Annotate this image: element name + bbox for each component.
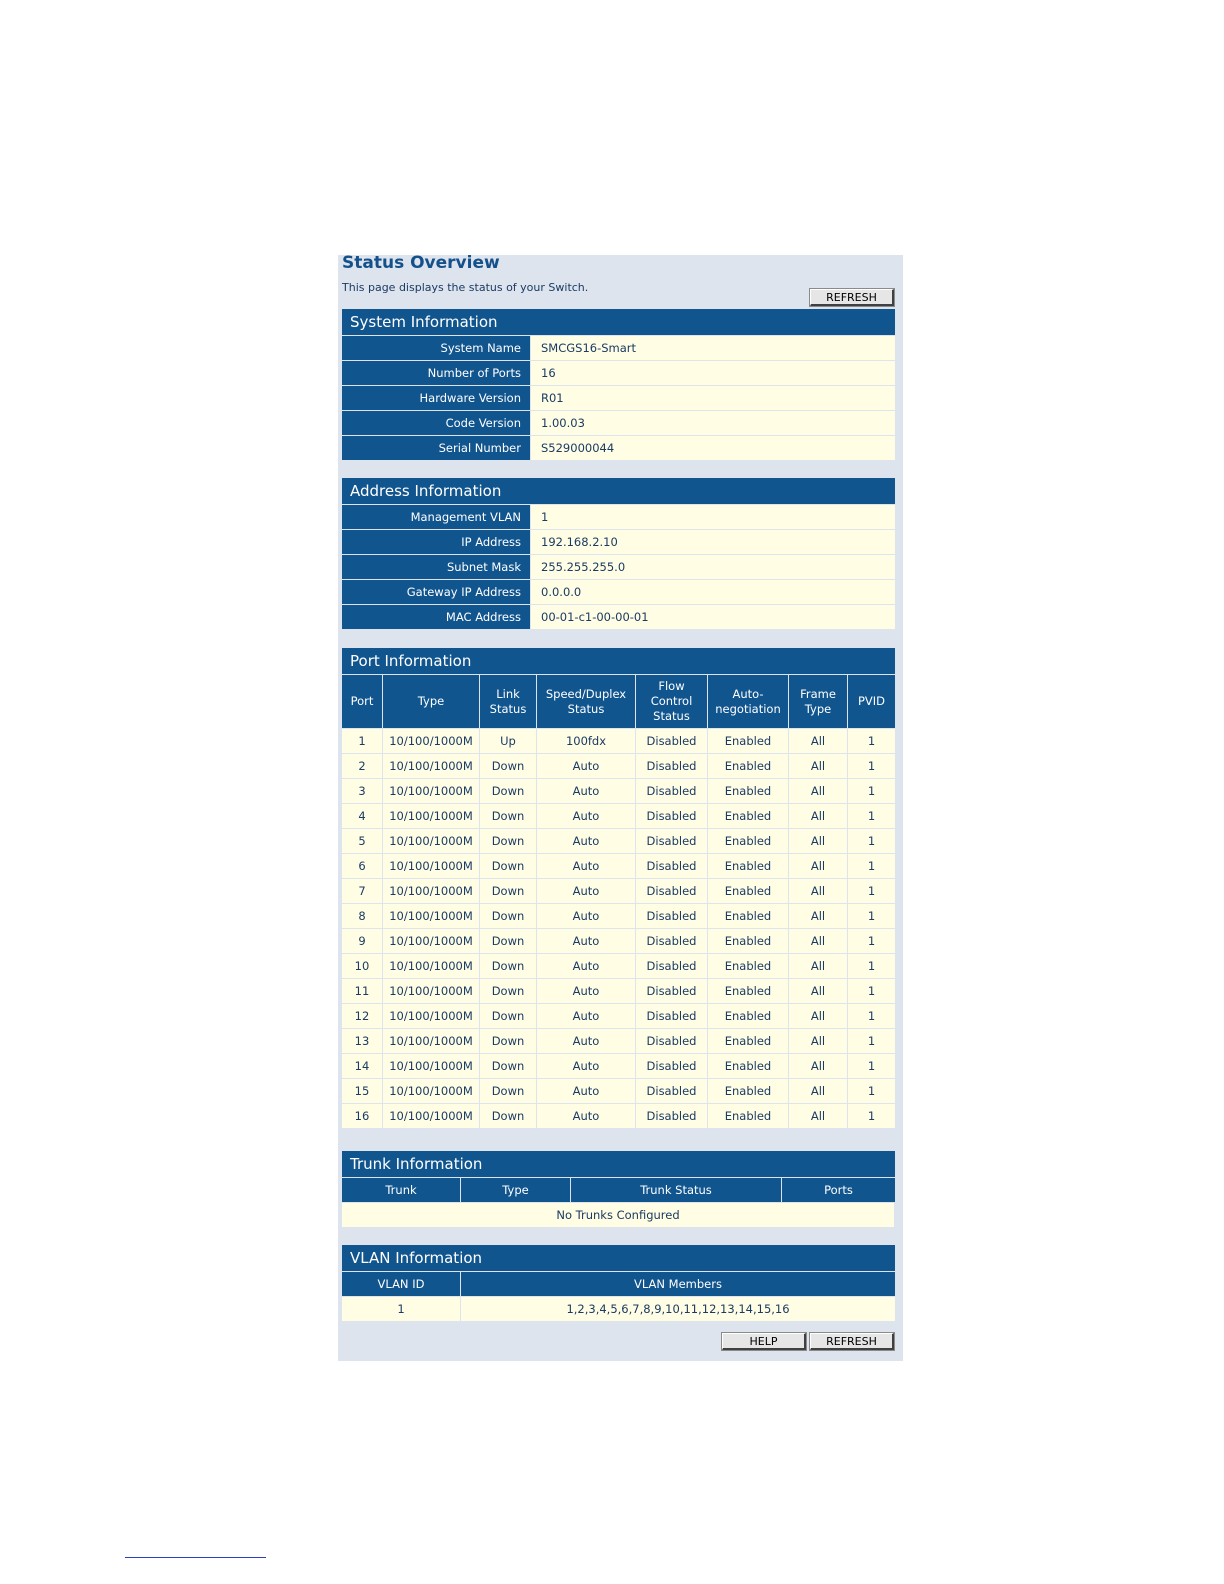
page-subtitle: This page displays the status of your Switch.: [342, 281, 589, 294]
table-row: [342, 1203, 895, 1227]
table-cell: All: [789, 929, 848, 953]
table-cell: Enabled: [708, 779, 789, 803]
table-cell: Down: [480, 804, 537, 828]
table-cell: 8: [342, 904, 383, 928]
table-cell: 10/100/1000M: [383, 879, 480, 903]
table-cell: 1: [848, 929, 895, 953]
column-header: Flow Control Status: [636, 675, 708, 728]
page-title: Status Overview: [342, 253, 500, 273]
table-cell: Auto: [537, 1104, 636, 1128]
refresh-button-top[interactable]: REFRESH: [810, 289, 894, 306]
table-cell: 12: [342, 1004, 383, 1028]
table-row: [342, 1054, 895, 1078]
table-cell: Disabled: [636, 979, 708, 1003]
table-cell: Disabled: [636, 954, 708, 978]
table-row: [342, 879, 895, 903]
table-cell: All: [789, 829, 848, 853]
table-row: [342, 729, 895, 753]
table-cell: Down: [480, 779, 537, 803]
table-cell: Auto: [537, 754, 636, 778]
table-row: [342, 779, 895, 803]
table-cell: 10/100/1000M: [383, 904, 480, 928]
info-row: [342, 361, 895, 385]
table-cell: 1: [848, 979, 895, 1003]
table-row: [342, 929, 895, 953]
table-cell: Enabled: [708, 954, 789, 978]
table-cell: 1: [848, 804, 895, 828]
table-cell: 1: [848, 754, 895, 778]
table-cell: 1,2,3,4,5,6,7,8,9,10,11,12,13,14,15,16: [461, 1297, 895, 1321]
table-cell: Auto: [537, 804, 636, 828]
table-cell: Down: [480, 1004, 537, 1028]
table-cell: 11: [342, 979, 383, 1003]
table-cell: Down: [480, 854, 537, 878]
column-header: Port: [342, 675, 383, 728]
table-cell: All: [789, 1079, 848, 1103]
table-row: [342, 1029, 895, 1053]
table-cell: Down: [480, 904, 537, 928]
column-header: Trunk: [342, 1178, 461, 1202]
info-value: SMCGS16-Smart: [530, 336, 895, 360]
address-information-table: [342, 504, 895, 630]
info-label: System Name: [342, 336, 530, 360]
table-cell: Disabled: [636, 729, 708, 753]
table-cell: Down: [480, 954, 537, 978]
table-row: [342, 904, 895, 928]
table-cell: All: [789, 954, 848, 978]
table-cell: 9: [342, 929, 383, 953]
table-cell: Enabled: [708, 904, 789, 928]
table-cell: Auto: [537, 854, 636, 878]
info-value: S529000044: [530, 436, 895, 460]
table-cell: All: [789, 729, 848, 753]
info-label: Code Version: [342, 411, 530, 435]
table-cell: 5: [342, 829, 383, 853]
table-cell: Disabled: [636, 1029, 708, 1053]
table-cell: Auto: [537, 1079, 636, 1103]
table-cell: Auto: [537, 829, 636, 853]
port-information-table: [342, 674, 895, 1129]
info-label: Subnet Mask: [342, 555, 530, 579]
table-cell: 4: [342, 804, 383, 828]
table-cell: Down: [480, 1054, 537, 1078]
table-cell: 1: [848, 954, 895, 978]
table-cell: 1: [848, 1054, 895, 1078]
table-cell: Disabled: [636, 879, 708, 903]
info-label: Serial Number: [342, 436, 530, 460]
table-cell: 10/100/1000M: [383, 929, 480, 953]
table-cell: 10/100/1000M: [383, 804, 480, 828]
table-cell: 1: [848, 1029, 895, 1053]
table-cell: 100fdx: [537, 729, 636, 753]
refresh-button-bottom[interactable]: REFRESH: [810, 1333, 894, 1350]
table-cell: 1: [342, 1297, 461, 1321]
info-value: 0.0.0.0: [530, 580, 895, 604]
system-information-header: System Information: [342, 309, 895, 335]
trunk-information-table: [342, 1177, 895, 1228]
info-value: 1.00.03: [530, 411, 895, 435]
table-cell: Enabled: [708, 729, 789, 753]
column-header: VLAN ID: [342, 1272, 461, 1296]
table-row: [342, 1297, 895, 1321]
table-cell: Enabled: [708, 879, 789, 903]
status-overview-panel: [338, 255, 903, 1361]
table-row: [342, 829, 895, 853]
table-cell: Down: [480, 754, 537, 778]
table-cell: All: [789, 879, 848, 903]
footnote-separator: [125, 1557, 266, 1558]
table-cell: Down: [480, 929, 537, 953]
table-cell: 10/100/1000M: [383, 854, 480, 878]
info-label: Management VLAN: [342, 505, 530, 529]
table-cell: 1: [848, 1079, 895, 1103]
table-cell: Auto: [537, 904, 636, 928]
table-cell: Disabled: [636, 904, 708, 928]
column-header: VLAN Members: [461, 1272, 895, 1296]
info-label: Number of Ports: [342, 361, 530, 385]
table-cell: All: [789, 904, 848, 928]
table-cell: All: [789, 854, 848, 878]
column-header: Type: [383, 675, 480, 728]
table-cell: Enabled: [708, 1054, 789, 1078]
info-value: 1: [530, 505, 895, 529]
table-cell: Enabled: [708, 754, 789, 778]
info-row: [342, 580, 895, 604]
table-cell: 10/100/1000M: [383, 979, 480, 1003]
info-label: Gateway IP Address: [342, 580, 530, 604]
table-cell: Disabled: [636, 1054, 708, 1078]
table-cell: 10/100/1000M: [383, 1054, 480, 1078]
column-header: Speed/Duplex Status: [537, 675, 636, 728]
table-cell: Enabled: [708, 804, 789, 828]
info-value: 255.255.255.0: [530, 555, 895, 579]
table-cell: Disabled: [636, 1004, 708, 1028]
table-cell: Disabled: [636, 1104, 708, 1128]
table-cell: Disabled: [636, 1079, 708, 1103]
address-information-header: Address Information: [342, 478, 895, 504]
table-cell: 10: [342, 954, 383, 978]
info-row: [342, 336, 895, 360]
info-row: [342, 555, 895, 579]
table-cell: 1: [848, 829, 895, 853]
table-row: [342, 754, 895, 778]
table-cell: Auto: [537, 1029, 636, 1053]
table-cell: All: [789, 754, 848, 778]
table-cell: 1: [848, 854, 895, 878]
table-cell: All: [789, 1004, 848, 1028]
table-cell: Auto: [537, 979, 636, 1003]
info-row: [342, 505, 895, 529]
vlan-information-header: VLAN Information: [342, 1245, 895, 1271]
info-row: [342, 530, 895, 554]
info-label: Hardware Version: [342, 386, 530, 410]
table-cell: 10/100/1000M: [383, 954, 480, 978]
table-cell: 10/100/1000M: [383, 754, 480, 778]
table-cell: Down: [480, 1029, 537, 1053]
column-header: Auto-negotiation: [708, 675, 789, 728]
table-cell: Disabled: [636, 779, 708, 803]
column-header: Link Status: [480, 675, 537, 728]
table-cell: All: [789, 804, 848, 828]
table-cell: 6: [342, 854, 383, 878]
table-cell: 15: [342, 1079, 383, 1103]
table-cell: Disabled: [636, 829, 708, 853]
table-cell: 3: [342, 779, 383, 803]
table-cell: Down: [480, 1079, 537, 1103]
table-cell: Auto: [537, 1054, 636, 1078]
system-information-table: [342, 335, 895, 461]
no-trunks-message: No Trunks Configured: [342, 1203, 895, 1227]
info-value: 16: [530, 361, 895, 385]
table-cell: 10/100/1000M: [383, 829, 480, 853]
table-cell: 14: [342, 1054, 383, 1078]
table-row: [342, 979, 895, 1003]
table-cell: Auto: [537, 1004, 636, 1028]
table-cell: Enabled: [708, 854, 789, 878]
table-cell: 10/100/1000M: [383, 1079, 480, 1103]
info-label: MAC Address: [342, 605, 530, 629]
table-row: [342, 954, 895, 978]
table-cell: Down: [480, 979, 537, 1003]
table-cell: 1: [848, 1104, 895, 1128]
table-cell: 7: [342, 879, 383, 903]
table-cell: All: [789, 979, 848, 1003]
table-cell: Enabled: [708, 1004, 789, 1028]
info-row: [342, 436, 895, 460]
column-header: Frame Type: [789, 675, 848, 728]
table-cell: Enabled: [708, 829, 789, 853]
table-cell: Down: [480, 829, 537, 853]
column-header: Ports: [782, 1178, 895, 1202]
table-cell: 1: [848, 729, 895, 753]
table-row: [342, 1104, 895, 1128]
table-cell: 1: [848, 1004, 895, 1028]
info-value: 00-01-c1-00-00-01: [530, 605, 895, 629]
info-label: IP Address: [342, 530, 530, 554]
table-cell: 10/100/1000M: [383, 779, 480, 803]
help-button[interactable]: HELP: [722, 1333, 806, 1350]
table-cell: Auto: [537, 929, 636, 953]
info-row: [342, 386, 895, 410]
column-header: Type: [461, 1178, 571, 1202]
table-cell: Down: [480, 879, 537, 903]
table-cell: Disabled: [636, 754, 708, 778]
table-cell: Disabled: [636, 929, 708, 953]
table-cell: Enabled: [708, 1079, 789, 1103]
table-cell: All: [789, 779, 848, 803]
table-cell: Disabled: [636, 854, 708, 878]
port-information-header: Port Information: [342, 648, 895, 674]
table-cell: All: [789, 1029, 848, 1053]
column-header: Trunk Status: [571, 1178, 782, 1202]
info-row: [342, 411, 895, 435]
table-row: [342, 804, 895, 828]
table-cell: Auto: [537, 954, 636, 978]
trunk-information-header: Trunk Information: [342, 1151, 895, 1177]
table-cell: 1: [848, 879, 895, 903]
info-value: 192.168.2.10: [530, 530, 895, 554]
info-row: [342, 605, 895, 629]
table-cell: Enabled: [708, 929, 789, 953]
table-cell: Up: [480, 729, 537, 753]
table-cell: All: [789, 1104, 848, 1128]
column-header: PVID: [848, 675, 895, 728]
table-cell: All: [789, 1054, 848, 1078]
table-cell: 10/100/1000M: [383, 1004, 480, 1028]
table-cell: Enabled: [708, 1029, 789, 1053]
table-cell: 2: [342, 754, 383, 778]
table-row: [342, 1079, 895, 1103]
table-cell: 1: [848, 779, 895, 803]
table-row: [342, 854, 895, 878]
info-value: R01: [530, 386, 895, 410]
table-cell: 10/100/1000M: [383, 1029, 480, 1053]
table-cell: 10/100/1000M: [383, 729, 480, 753]
table-cell: 13: [342, 1029, 383, 1053]
table-cell: Auto: [537, 879, 636, 903]
vlan-information-table: [342, 1271, 895, 1322]
table-cell: Disabled: [636, 804, 708, 828]
table-cell: 1: [848, 904, 895, 928]
table-cell: 10/100/1000M: [383, 1104, 480, 1128]
table-row: [342, 1004, 895, 1028]
table-cell: Auto: [537, 779, 636, 803]
table-cell: 16: [342, 1104, 383, 1128]
table-cell: 1: [342, 729, 383, 753]
table-cell: Enabled: [708, 1104, 789, 1128]
table-cell: Enabled: [708, 979, 789, 1003]
table-cell: Down: [480, 1104, 537, 1128]
